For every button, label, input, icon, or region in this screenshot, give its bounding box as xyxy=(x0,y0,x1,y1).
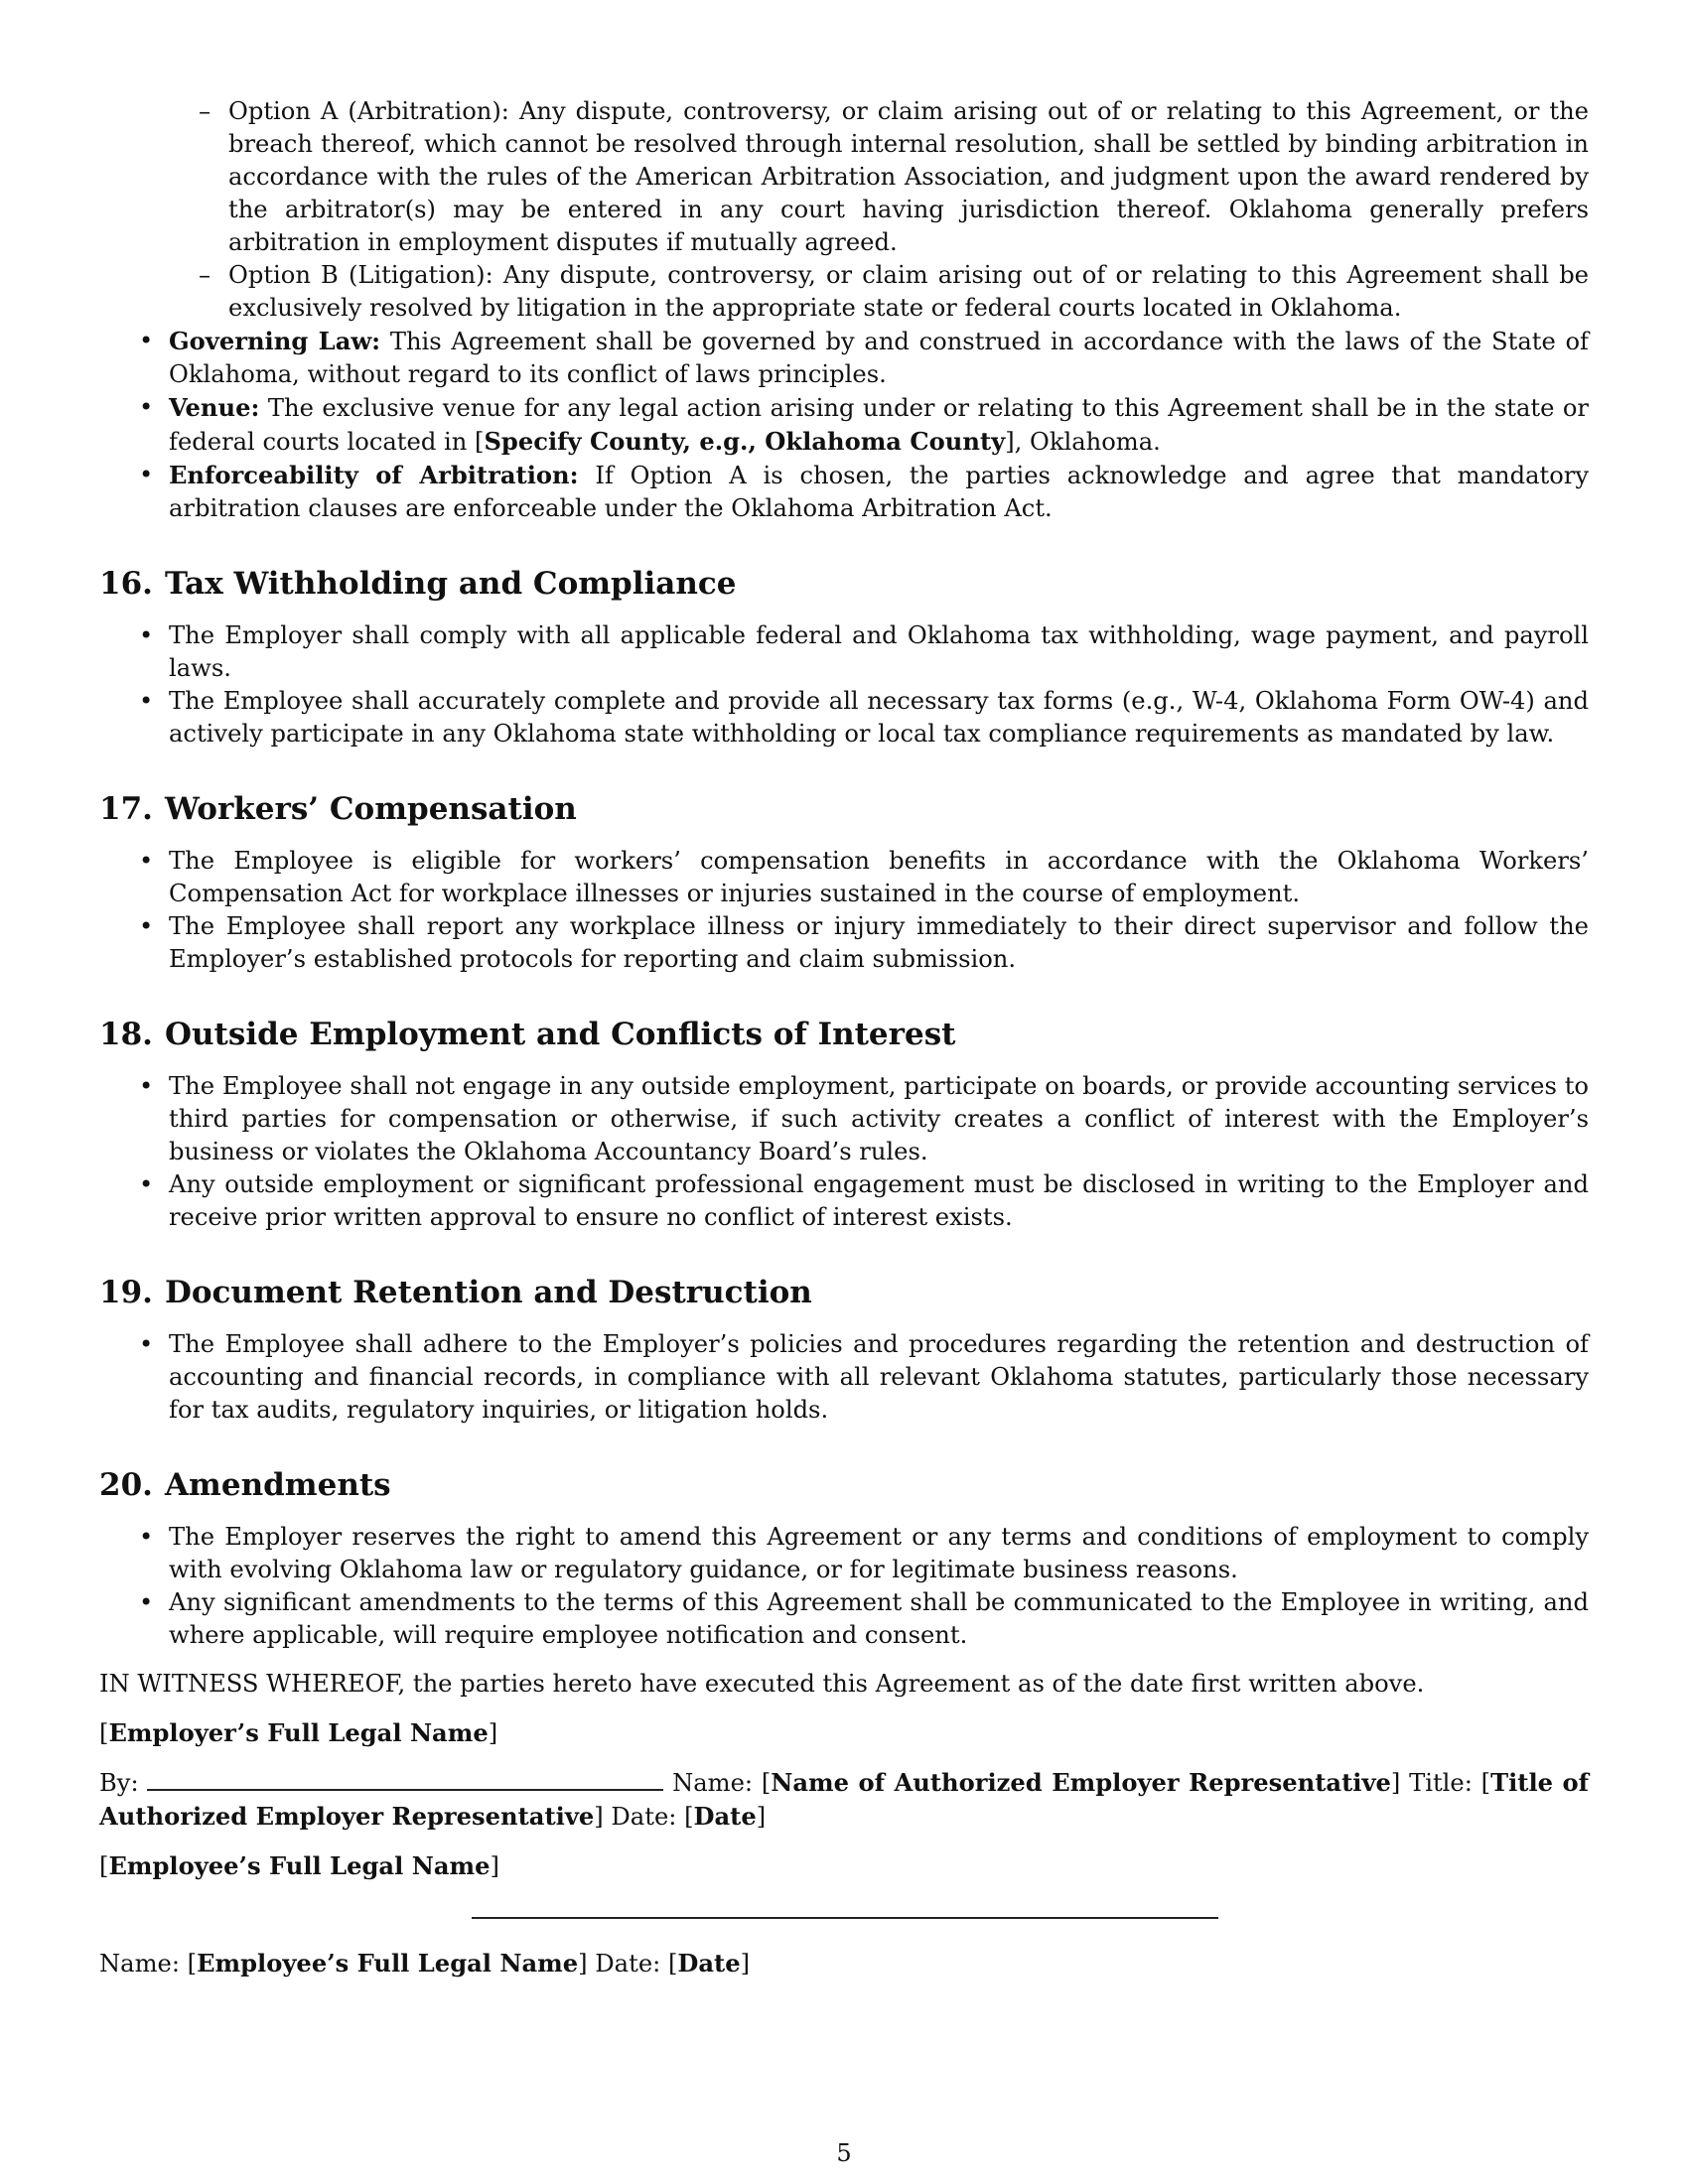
dash-marker: – xyxy=(199,261,211,289)
governing-law-text: This Agreement shall be governed by and construed in accordance with the laws of the State of Oklahoma, without regard to its conflict of laws principles. xyxy=(169,328,1589,388)
document-page xyxy=(99,95,1589,1980)
date-label: Date: xyxy=(611,1803,677,1831)
list-item xyxy=(139,685,1589,751)
rep-title-placeholder: Title of Authorized Employer Representative xyxy=(99,1768,1590,1831)
option-a-item xyxy=(199,95,1589,259)
section-title: Tax Withholding and Compliance xyxy=(165,566,737,602)
section-number: 16. xyxy=(99,566,153,602)
list-item-text: The Employee shall report any workplace illness or injury immediately to their direct supervisor and follow the Employer’s established protocols for reporting and claim submission. xyxy=(169,912,1589,973)
employer-name-text: Employer’s Full Legal Name xyxy=(108,1718,489,1747)
employee-signature-block: Name: [Employee’s Full Legal Name] Date: [Date] xyxy=(99,1949,751,1978)
employee-name-placeholder: [Employee’s Full Legal Name] xyxy=(99,1851,499,1880)
venue-text-end: ], Oklahoma. xyxy=(1005,428,1161,456)
list-item-text: The Employee shall not engage in any outside employment, participate on boards, or provide accounting services to third parties for compensation or otherwise, if such activity creates a conflict of interest with the Employer’s business or violates the Oklahoma Accountancy Board’s rules. xyxy=(169,1072,1589,1165)
rep-name-placeholder: Name of Authorized Employer Representative xyxy=(771,1768,1391,1797)
employee-name-text: Employee’s Full Legal Name xyxy=(108,1851,491,1880)
list-item xyxy=(139,1328,1589,1427)
list-item-text: The Employee is eligible for workers’ compensation benefits in accordance with the Oklahoma Workers’ Compensation Act for workplace illnesses or injuries sustained in the course of employment. xyxy=(169,847,1589,907)
employee-sig-name-placeholder: Employee’s Full Legal Name xyxy=(197,1949,579,1978)
section-number: 20. xyxy=(99,1467,153,1503)
governing-law-label: Governing Law: xyxy=(169,327,381,355)
employee-signature-line[interactable] xyxy=(472,1917,1218,1919)
page-number: 5 xyxy=(836,2139,852,2167)
list-item xyxy=(139,910,1589,976)
title-label: Title: xyxy=(1409,1769,1473,1797)
name-label: Name: xyxy=(99,1950,180,1978)
witness-statement: IN WITNESS WHEREOF, the parties hereto have executed this Agreement as of the date first written above. xyxy=(99,1670,1425,1698)
list-item xyxy=(139,1586,1589,1652)
bullet-marker: • xyxy=(139,393,154,421)
venue-label: Venue: xyxy=(169,393,260,422)
bullet-marker: • xyxy=(139,327,154,354)
section-heading-17 xyxy=(99,789,1589,829)
by-label: By: xyxy=(99,1769,139,1797)
list-item xyxy=(139,1521,1589,1586)
bullet-marker: • xyxy=(139,461,154,488)
list-item-text: Any significant amendments to the terms of this Agreement shall be communicated to the Employee in writing, and where applicable, will require employee notification and consent. xyxy=(169,1588,1589,1649)
section-title: Document Retention and Destruction xyxy=(165,1275,812,1310)
option-b-item xyxy=(199,259,1589,325)
list-item-text: The Employer reserves the right to amend this Agreement or any terms and conditions of employment to comply with evolving Oklahoma law or regulatory guidance, or for legitimate business reasons. xyxy=(169,1523,1589,1583)
employer-name-placeholder: [Employer’s Full Legal Name] xyxy=(99,1718,498,1747)
bullet-marker: • xyxy=(139,621,154,649)
section-number: 19. xyxy=(99,1275,153,1310)
dash-marker: – xyxy=(199,97,211,125)
bullet-marker: • xyxy=(139,1588,154,1616)
venue-county-placeholder: Specify County, e.g., Oklahoma County xyxy=(484,427,1006,456)
bullet-marker: • xyxy=(139,912,154,940)
option-a-text: Option A (Arbitration): Any dispute, controversy, or claim arising out of or relating to this Agreement, or the breach thereof, which cannot be resolved through internal resolution, shall be settled by binding arbitration in accordance with the rules of the American Arbitration Association, and judgment upon the award rendered by the arbitrator(s) may be entered in any court having jurisdiction thereof. Oklahoma generally prefers arbitration in employment disputes if mutually agreed. xyxy=(228,97,1589,256)
bullet-marker: • xyxy=(139,687,154,715)
list-item-text: The Employer shall comply with all applicable federal and Oklahoma tax withholding, wage payment, and payroll laws. xyxy=(169,621,1589,682)
bullet-marker: • xyxy=(139,1330,154,1358)
arbitration-text: If Option A is chosen, the parties acknowledge and agree that mandatory arbitration clauses are enforceable under the Oklahoma Arbitration Act. xyxy=(169,462,1589,522)
list-item xyxy=(139,845,1589,910)
section-title: Amendments xyxy=(165,1467,391,1503)
date-label: Date: xyxy=(595,1950,661,1978)
section-heading-16 xyxy=(99,564,1589,604)
name-label: Name: xyxy=(672,1769,754,1797)
section-heading-19 xyxy=(99,1273,1589,1312)
employer-signature-block: By: Name: [Name of Authorized Employer Representative] Title: [Title of Authorized Employer Representative] Date: [Date] xyxy=(99,1768,1590,1831)
venue-item xyxy=(139,391,1589,459)
governing-law-item xyxy=(139,325,1589,391)
list-item xyxy=(139,1070,1589,1168)
bullet-marker: • xyxy=(139,1523,154,1551)
arbitration-label: Enforceability of Arbitration: xyxy=(169,461,579,489)
venue-text: The exclusive venue for any legal action arising under or relating to this Agreement shall be in the state or federal courts located in [ xyxy=(169,394,1589,456)
date-placeholder: Date xyxy=(677,1949,741,1978)
section-heading-20 xyxy=(99,1465,1589,1505)
bullet-marker: • xyxy=(139,1072,154,1100)
employer-signature-line[interactable] xyxy=(147,1767,663,1791)
section-title: Outside Employment and Conflicts of Interest xyxy=(165,1017,956,1052)
dispute-resolution-options xyxy=(99,95,1589,325)
list-item xyxy=(139,619,1589,685)
section-heading-18 xyxy=(99,1015,1589,1054)
bullet-marker: • xyxy=(139,1170,154,1198)
date-placeholder: Date xyxy=(693,1802,757,1831)
option-b-text: Option B (Litigation): Any dispute, controversy, or claim arising out of or relating to this Agreement shall be exclusively resolved by litigation in the appropriate state or federal courts located in Oklahoma. xyxy=(228,261,1589,322)
list-item xyxy=(139,1168,1589,1234)
section-title: Workers’ Compensation xyxy=(165,791,577,827)
list-item-text: The Employee shall accurately complete and provide all necessary tax forms (e.g., W-4, Oklahoma Form OW-4) and actively participate in any Oklahoma state withholding or local tax compliance requirements as mandated by law. xyxy=(169,687,1589,748)
list-item-text: The Employee shall adhere to the Employer’s policies and procedures regarding the retention and destruction of accounting and financial records, in compliance with all relevant Oklahoma statutes, particularly those necessary for tax audits, regulatory inquiries, or litigation holds. xyxy=(169,1330,1589,1424)
section-number: 18. xyxy=(99,1017,153,1052)
bullet-marker: • xyxy=(139,847,154,875)
list-item-text: Any outside employment or significant professional engagement must be disclosed in writing to the Employer and receive prior written approval to ensure no conflict of interest exists. xyxy=(169,1170,1589,1231)
arbitration-enforceability-item xyxy=(139,459,1589,525)
section-number: 17. xyxy=(99,791,153,827)
